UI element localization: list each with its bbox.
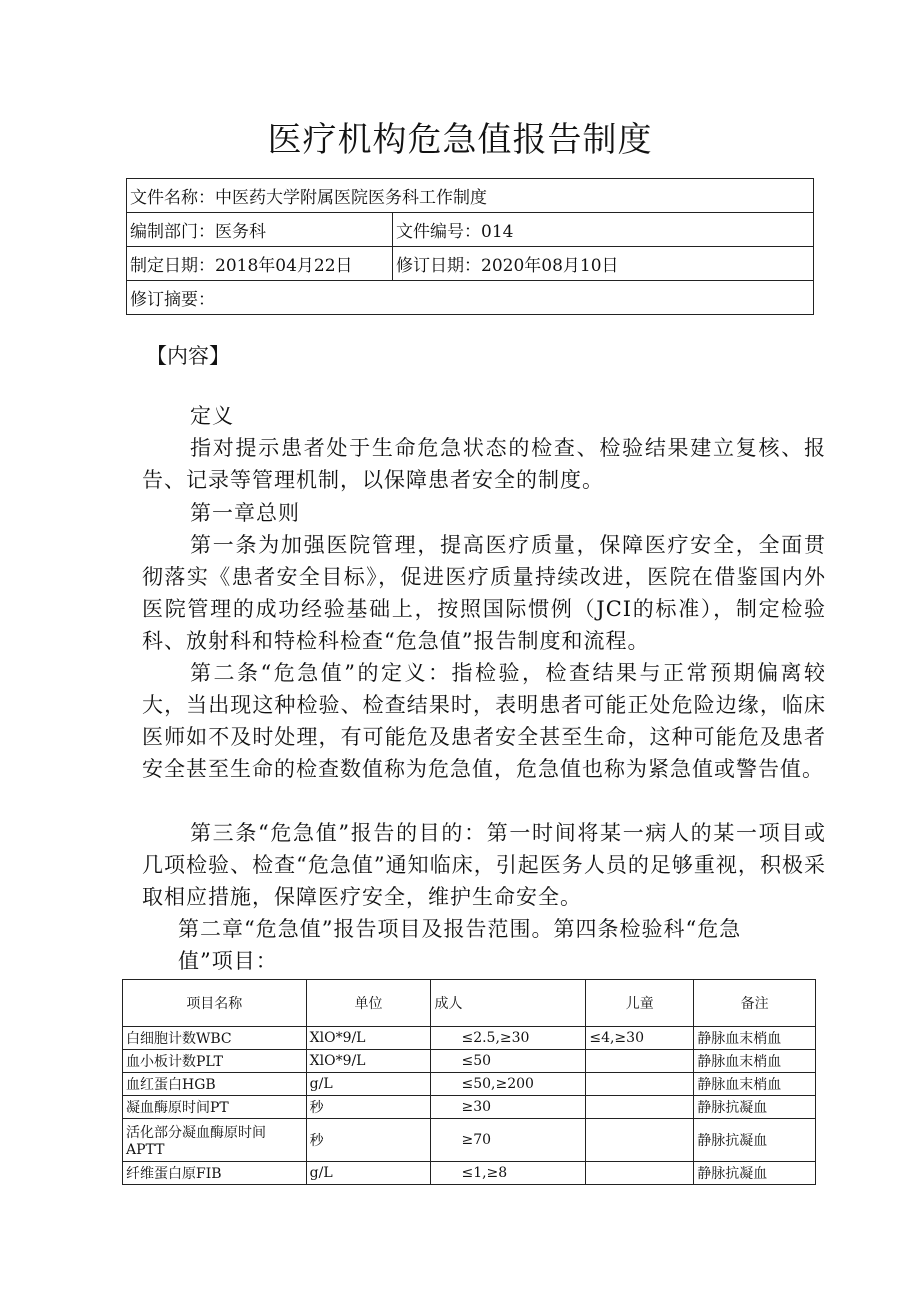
cell-adult: ≤1,≥8	[431, 1162, 586, 1185]
table-header-row	[123, 980, 816, 1027]
document-info-table	[126, 178, 814, 315]
cell-item-name: 血小板计数PLT	[123, 1050, 307, 1073]
cell-child	[586, 1162, 694, 1185]
table-row	[123, 1027, 816, 1050]
header-note: 备注	[694, 980, 816, 1027]
cell-adult: ≥30	[431, 1096, 586, 1119]
cell-note: 静脉血末梢血	[694, 1050, 816, 1073]
cell-adult: ≤50	[431, 1050, 586, 1073]
cell-note: 静脉血末梢血	[694, 1073, 816, 1096]
cell-child	[586, 1096, 694, 1119]
revised-date-cell: 修订日期：2020年08月10日	[393, 247, 814, 281]
cell-item-name: 纤维蛋白原FIB	[123, 1162, 307, 1185]
cell-unit: 秒	[306, 1119, 431, 1162]
header-adult: 成人	[431, 980, 586, 1027]
department-cell: 编制部门：医务科	[127, 213, 393, 247]
document-title: 医疗机构危急值报告制度	[267, 120, 653, 160]
cell-item-name: 白细胞计数WBC	[123, 1027, 307, 1050]
table-row	[123, 1073, 816, 1096]
critical-value-table	[122, 979, 816, 1185]
cell-unit: 秒	[306, 1096, 431, 1119]
cell-note: 静脉血末梢血	[694, 1027, 816, 1050]
cell-child	[586, 1073, 694, 1096]
revision-summary-cell: 修订摘要：	[127, 281, 814, 315]
cell-unit: g/L	[306, 1162, 431, 1185]
definition-heading: 定义	[190, 404, 234, 428]
cell-adult: ≥70	[431, 1119, 586, 1162]
chapter1-heading: 第一章总则	[190, 501, 300, 525]
cell-unit: XlO*9/L	[306, 1050, 431, 1073]
file-number-cell: 文件编号：014	[393, 213, 814, 247]
cell-unit: g/L	[306, 1073, 431, 1096]
content-label: 【内容】	[146, 344, 230, 368]
article2-paragraph: 第二条“危急值”的定义：指检验，检查结果与正常预期偏离较大，当出现这种检验、检查结果时，表明患者可能正处危险边缘，临床医师如不及时处理，有可能危及患者安全甚至生命，这种可能危及患者安全甚至生命的检查数值称为危急值，危急值也称为紧急值或警告值。	[142, 661, 826, 781]
cell-adult: ≤2.5,≥30	[431, 1027, 586, 1050]
header-child: 儿童	[586, 980, 694, 1027]
header-unit: 单位	[306, 980, 431, 1027]
chapter2-line2: 值”项目：	[178, 949, 278, 973]
chapter2-line1: 第二章“危急值”报告项目及报告范围。第四条检验科“危急	[178, 917, 742, 941]
header-item-name: 项目名称	[123, 980, 307, 1027]
table-row	[123, 1050, 816, 1073]
cell-item-name: 血红蛋白HGB	[123, 1073, 307, 1096]
cell-child	[586, 1119, 694, 1162]
definition-body: 指对提示患者处于生命危急状态的检查、检验结果建立复核、报告、记录等管理机制，以保障患者安全的制度。	[142, 436, 826, 492]
cell-note: 静脉抗凝血	[694, 1162, 816, 1185]
article3-paragraph: 第三条“危急值”报告的目的：第一时间将某一病人的某一项目或几项检验、检查“危急值”通知临床，引起医务人员的足够重视，积极采取相应措施，保障医疗安全，维护生命安全。	[142, 821, 826, 909]
cell-unit: XlO*9/L	[306, 1027, 431, 1050]
article1-paragraph: 第一条为加强医院管理，提高医疗质量，保障医疗安全，全面贯彻落实《患者安全目标》，促进医疗质量持续改进，医院在借鉴国内外医院管理的成功经验基础上，按照国际惯例（JCI的标准），制定检验科、放射科和特检科检查“危急值”报告制度和流程。	[142, 533, 826, 653]
cell-child: ≤4,≥30	[586, 1027, 694, 1050]
table-row	[123, 1096, 816, 1119]
cell-item-name: 凝血酶原时间PT	[123, 1096, 307, 1119]
table-row	[123, 1162, 816, 1185]
cell-item-name: 活化部分凝血酶原时间APTT	[123, 1119, 307, 1162]
cell-note: 静脉抗凝血	[694, 1119, 816, 1162]
cell-child	[586, 1050, 694, 1073]
created-date-cell: 制定日期：2018年04月22日	[127, 247, 393, 281]
cell-adult: ≤50,≥200	[431, 1073, 586, 1096]
cell-note: 静脉抗凝血	[694, 1096, 816, 1119]
table-row	[123, 1119, 816, 1162]
file-name-cell: 文件名称：中医药大学附属医院医务科工作制度	[127, 179, 814, 213]
